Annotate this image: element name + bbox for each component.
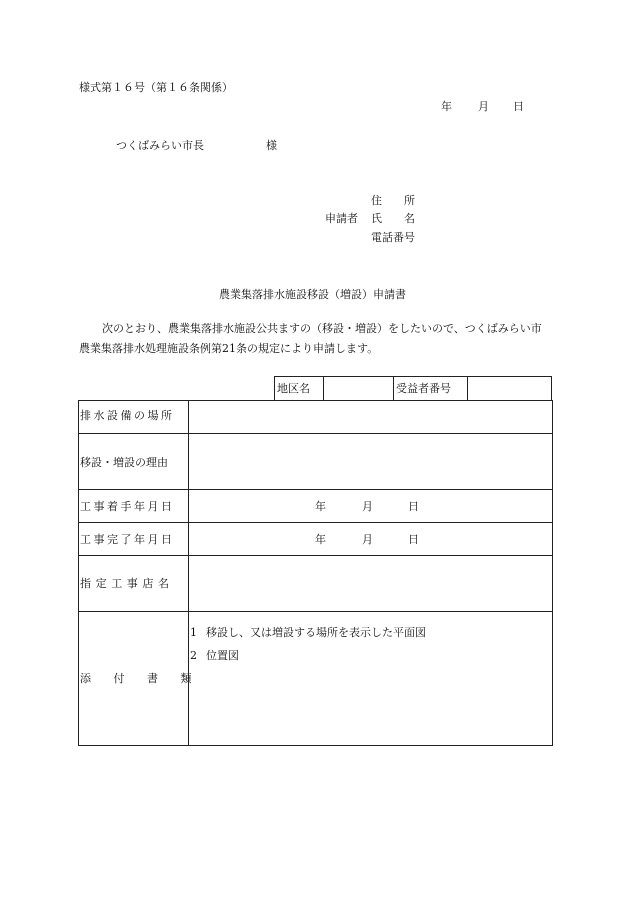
beneficiary-number-field[interactable]	[468, 377, 551, 400]
applicant-role-label: 申請者	[325, 212, 358, 225]
district-label: 地区名	[277, 382, 310, 395]
beneficiary-number-label: 受益者番号	[396, 382, 451, 395]
applicant-address-label: 住 所	[371, 194, 415, 207]
start-year: 年	[315, 500, 326, 513]
addressee-name: つくばみらい市長	[116, 139, 204, 152]
work-end-date-label: 工事完了年月日	[80, 533, 175, 546]
attachment-number: 1	[190, 626, 197, 639]
document-title: 農業集落排水施設移設（増設）申請書	[219, 288, 406, 301]
body-line-1: 次のとおり、農業集落排水施設公共ますの（移設・増設）をしたいので、つくばみらい市	[102, 322, 542, 335]
start-month: 月	[362, 500, 373, 513]
relocation-reason-label: 移設・増設の理由	[80, 456, 168, 469]
end-day: 日	[408, 533, 419, 546]
drainage-location-label: 排水設備の場所	[80, 409, 175, 422]
applicant-phone-label: 電話番号	[371, 231, 415, 244]
work-start-date-label: 工事着手年月日	[80, 500, 175, 513]
date-month: 月	[478, 100, 489, 113]
addressee-honorific: 様	[266, 139, 277, 152]
end-month: 月	[362, 533, 373, 546]
attachment-number: 2	[190, 649, 197, 662]
contractor-name-field[interactable]	[189, 556, 552, 611]
drainage-location-field[interactable]	[189, 401, 552, 433]
contractor-name-label: 指定工事店名	[80, 577, 174, 590]
form-number: 様式第１６号（第１６条関係）	[79, 81, 233, 94]
district-field[interactable]	[324, 377, 393, 400]
attachment-text: 位置図	[206, 649, 239, 662]
end-year: 年	[315, 533, 326, 546]
attachments-label: 添付書類	[80, 672, 214, 685]
relocation-reason-field[interactable]	[189, 434, 552, 489]
date-year: 年	[441, 100, 452, 113]
attachment-text: 移設し、又は増設する場所を表示した平面図	[206, 626, 426, 639]
body-line-2: 農業集落排水処理施設条例第21条の規定により申請します。	[79, 342, 379, 355]
applicant-name-label: 氏 名	[371, 212, 415, 225]
date-day: 日	[513, 100, 524, 113]
start-day: 日	[408, 500, 419, 513]
